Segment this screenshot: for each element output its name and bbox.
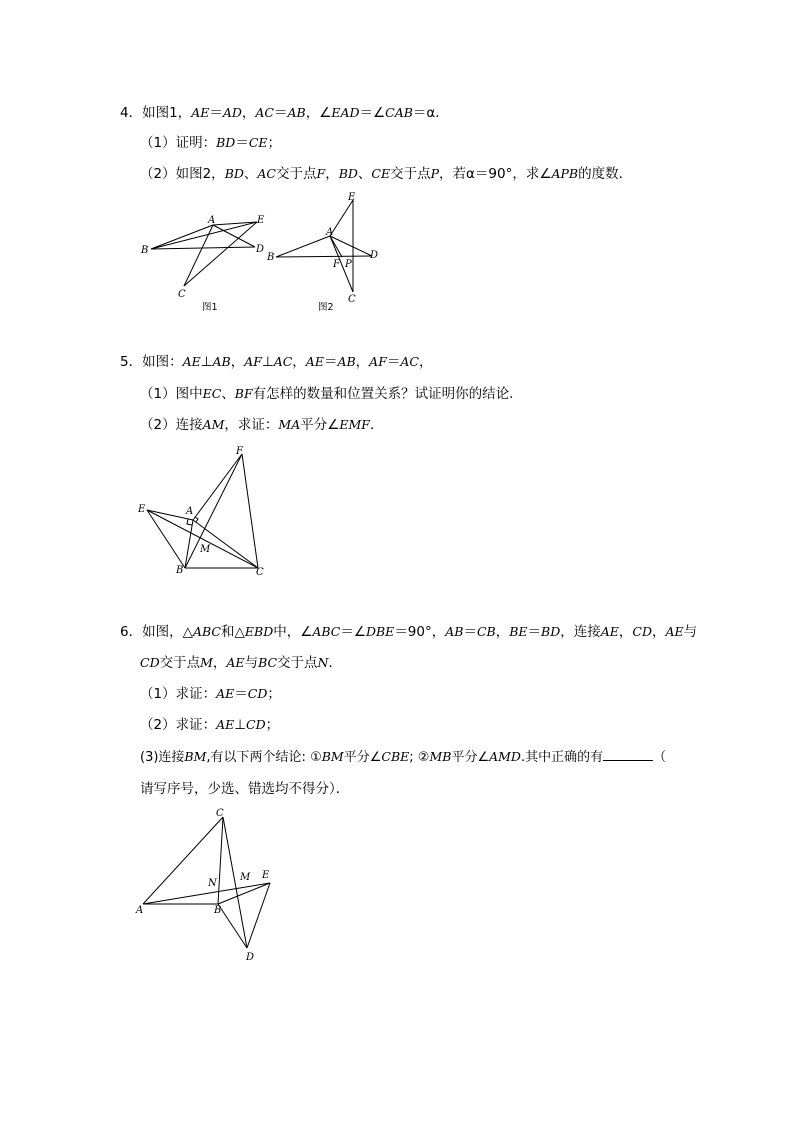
label-F: F	[236, 446, 243, 457]
q6-math: N	[317, 655, 329, 670]
label-B: B	[267, 252, 275, 263]
q4-text: ，若α＝90°，求∠	[439, 166, 552, 182]
q4-text: 的度数．	[578, 166, 633, 182]
q6-text: ＝	[234, 686, 248, 702]
q4-math: AE	[191, 105, 210, 120]
q6-part3	[140, 748, 666, 767]
q6-text: ,有以下两个结论: ①	[206, 750, 322, 765]
q4-math: BD	[338, 166, 358, 181]
q4-math: AB	[287, 105, 306, 120]
q5-math: AB	[212, 354, 231, 369]
q6-text: 交于点	[159, 655, 201, 671]
q6-math: CD	[247, 686, 268, 701]
q6-text: .其中正确的有	[520, 750, 604, 765]
label-B: B	[176, 565, 184, 576]
label-D: D	[370, 250, 379, 261]
q4-text: ；	[267, 135, 282, 151]
q6-text: ＝	[463, 624, 477, 640]
segment-EB	[147, 510, 185, 568]
q5-text: 、	[221, 386, 235, 402]
q6-text: （	[653, 750, 667, 765]
q6-math: BC	[258, 655, 278, 670]
q6-text: (3)连接	[140, 750, 185, 765]
q5-math: AC	[273, 354, 293, 369]
q5-text: 有怎样的数量和位置关系？试证明你的结论．	[252, 386, 523, 402]
segment-EC	[147, 510, 258, 568]
q6-text: 平分∠	[451, 750, 490, 765]
q6-math: AE	[665, 624, 684, 639]
label-C: C	[178, 289, 186, 300]
q6-text: 中，∠	[273, 624, 313, 640]
label-B: B	[214, 905, 222, 916]
q6-text: ，	[652, 624, 666, 640]
q6-text: ，	[495, 624, 510, 640]
q6-part3-cont	[140, 780, 349, 798]
q6-math: CD	[140, 655, 160, 670]
label-F: F	[333, 259, 340, 270]
q5-math: AE	[182, 354, 201, 369]
q6-text: ，	[212, 655, 227, 671]
q4-figure-2	[266, 192, 378, 313]
q4-math: APB	[551, 166, 579, 181]
q6-stem-line1	[120, 623, 697, 641]
q4-math: CAB	[385, 105, 413, 120]
q5-text: ⊥	[261, 354, 274, 370]
q5-text: ．	[369, 417, 384, 433]
label-E: E	[257, 215, 265, 226]
q4-number: 4．	[120, 105, 143, 121]
q6-math: EBD	[244, 624, 274, 639]
q4-figure-1	[140, 215, 265, 313]
q6-stem-line2	[140, 654, 342, 672]
q4-math: BD	[224, 166, 244, 181]
q4-text: （1）证明：	[140, 135, 217, 151]
q6-math: CB	[476, 624, 496, 639]
q6-math: AE	[600, 624, 619, 639]
q6-text: 与	[244, 655, 259, 671]
q6-math: M	[200, 655, 213, 670]
q5-text: ⊥	[200, 354, 213, 370]
q5-text: ＝	[323, 354, 338, 370]
q6-math: ABC	[312, 624, 341, 639]
q6-math: MB	[429, 749, 452, 764]
q4-text: ＝	[209, 105, 223, 121]
q5-text: ，	[230, 354, 245, 370]
q5-math: AB	[337, 354, 356, 369]
q6-math: AMD	[489, 749, 521, 764]
segment-BA	[276, 236, 330, 257]
figure-caption: 图2	[318, 302, 334, 313]
q6-text: ＝∠	[340, 624, 366, 640]
q4-text: ＝α．	[412, 105, 449, 121]
q5-math: EMF	[339, 417, 370, 432]
q5-text: （2）连接	[140, 417, 203, 433]
q6-text: ．	[328, 655, 342, 671]
q5-math: AF	[244, 354, 262, 369]
q6-math: BM	[321, 749, 344, 764]
q6-math: BD	[541, 624, 561, 639]
label-C: C	[348, 294, 356, 305]
q6-math: AE	[226, 655, 245, 670]
q5-figure	[130, 440, 280, 580]
q5-text: 平分∠	[300, 417, 340, 433]
label-M: M	[200, 544, 211, 555]
q6-text: ，	[618, 624, 633, 640]
label-B: B	[141, 245, 149, 256]
segment-AE	[143, 883, 270, 904]
label-E: E	[348, 192, 356, 203]
q4-part2	[140, 165, 632, 183]
segment-BE	[218, 883, 270, 904]
q6-text: ; ②	[409, 750, 430, 765]
q4-text: 、	[243, 166, 258, 182]
q4-text: ，	[325, 166, 339, 182]
q4-text: ＝	[274, 105, 288, 121]
q6-math: ABC	[192, 624, 221, 639]
q6-math: DBE	[365, 624, 395, 639]
label-D: D	[256, 244, 265, 255]
q4-text: ＝∠	[359, 105, 386, 121]
q4-math: P	[430, 166, 440, 181]
q5-math: EC	[202, 386, 222, 401]
q6-text: 与	[683, 624, 698, 640]
segment-FC	[242, 454, 258, 568]
segment-BD	[276, 256, 372, 257]
q6-text: 平分∠	[343, 750, 382, 765]
q4-math: AC	[257, 166, 276, 181]
q5-math: MA	[278, 417, 301, 432]
figure-caption: 图1	[202, 302, 218, 313]
q6-math: AE	[216, 717, 235, 732]
q6-text: ；	[265, 717, 280, 733]
q6-part2	[140, 716, 279, 734]
label-C: C	[256, 567, 264, 578]
q5-text: 如图：	[142, 354, 183, 370]
q4-math: AD	[222, 105, 242, 120]
q4-text: ，∠	[305, 105, 332, 121]
answer-blank[interactable]	[603, 748, 653, 761]
q5-number: 5．	[120, 354, 143, 370]
q4-math: CE	[371, 166, 391, 181]
q5-math: BF	[234, 386, 253, 401]
q4-stem	[120, 104, 449, 122]
q5-math: AF	[369, 354, 387, 369]
q4-text: 交于点	[276, 166, 317, 182]
q4-math: BD	[216, 135, 236, 150]
q5-text: ，	[355, 354, 370, 370]
q4-figures	[130, 192, 390, 320]
q6-text: ，连接	[560, 624, 601, 640]
q6-text: ＝	[527, 624, 542, 640]
q6-math: CBE	[381, 749, 410, 764]
label-A: A	[186, 506, 194, 517]
q4-text: ，	[241, 105, 256, 121]
segment-BD	[151, 247, 255, 249]
q4-text: ＝	[235, 135, 249, 151]
segment-BF	[185, 454, 242, 568]
label-E: E	[262, 870, 270, 881]
q5-text: （1）图中	[140, 386, 203, 402]
q6-figure	[130, 800, 280, 970]
q6-math: AE	[216, 686, 235, 701]
q6-number: 6．	[120, 624, 143, 640]
q4-text: 、	[357, 166, 372, 182]
q4-text: 交于点	[390, 166, 431, 182]
segment-AE	[330, 200, 353, 236]
q6-text: （1）求证：	[140, 686, 217, 702]
q5-text: ，	[418, 354, 433, 370]
q6-math: AB	[445, 624, 464, 639]
label-A: A	[208, 215, 216, 226]
q5-part1	[140, 385, 523, 403]
label-N: N	[208, 878, 217, 889]
q5-text: ，	[292, 354, 306, 370]
label-D: D	[246, 952, 255, 963]
q5-math: AM	[202, 417, 225, 432]
q6-text: ；	[267, 686, 281, 702]
q5-part2	[140, 416, 383, 434]
label-M: M	[240, 872, 251, 883]
label-E: E	[138, 504, 146, 515]
q5-math: AE	[305, 354, 324, 369]
q6-math: BE	[509, 624, 528, 639]
q5-stem	[120, 353, 432, 371]
q6-text: 和△	[221, 624, 245, 640]
q6-text: （2）求证：	[140, 717, 217, 733]
segment-AF	[193, 454, 242, 520]
label-C: C	[216, 808, 224, 819]
q6-math: CD	[246, 717, 266, 732]
segment-AC	[143, 817, 223, 904]
q6-text: ＝90°，	[394, 624, 446, 640]
label-A: A	[136, 905, 144, 916]
segment-AD	[330, 236, 372, 256]
q4-math: CE	[248, 135, 268, 150]
q4-text: 如图1，	[142, 105, 192, 121]
q6-text: 交于点	[277, 655, 318, 671]
q5-text: ＝	[386, 354, 401, 370]
q6-text: 如图，△	[142, 624, 193, 640]
q6-math: CD	[632, 624, 652, 639]
q4-math: AC	[255, 105, 274, 120]
label-P: P	[345, 259, 352, 270]
q4-text: （2）如图2，	[140, 166, 225, 182]
q5-text: ，求证：	[224, 417, 279, 433]
q4-math: F	[316, 166, 326, 181]
q4-part1	[140, 134, 281, 152]
q6-text: 请写序号，少选、错选均不得分）．	[140, 781, 350, 797]
q6-text: ⊥	[234, 717, 247, 733]
q4-math: EAD	[331, 105, 360, 120]
q5-math: AC	[400, 354, 419, 369]
label-A: A	[326, 227, 334, 238]
segment-ED	[247, 883, 270, 948]
q6-part1	[140, 685, 281, 703]
q6-math: BM	[184, 749, 207, 764]
